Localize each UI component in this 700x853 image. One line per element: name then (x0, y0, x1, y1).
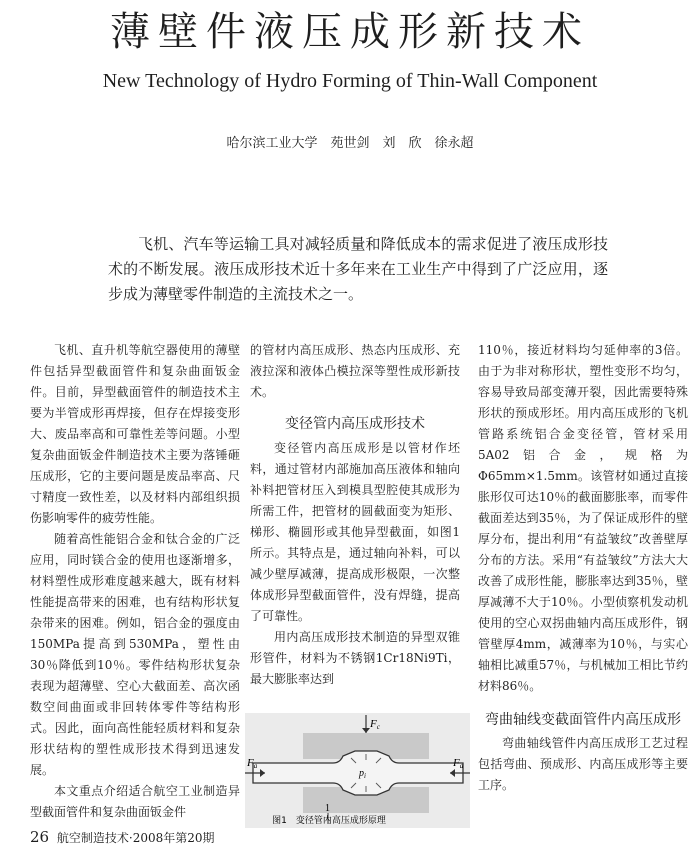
paragraph: 弯曲轴线管件内高压成形工艺过程包括弯曲、预成形、内高压成形等主要工序。 (478, 736, 688, 792)
article-title: 薄壁件液压成形新技术 (110, 9, 590, 55)
page-number: 26 (30, 828, 50, 846)
paragraph: 用内高压成形技术制造的异型双锥形管件，材料为不锈钢1Cr18Ni9Ti，最大膨胀率达到 (250, 630, 460, 686)
abstract: 飞机、汽车等运输工具对减轻质量和降低成本的需求促进了液压成形技术的不断发展。液压成形技术近十多年来在工业生产中得到了广泛应用，逐步成为薄壁零件制造的主流技术之一。 (108, 235, 608, 303)
paragraph: 变径管内高压成形是以管材作坯料，通过管材内部施加高压液体和轴向补料把管材压入到模具型腔使其成形为所需工件，把管材的圆截面变为矩形、梯形、椭圆形或其他异型截面，如图1所示。其特点是，通过轴向补料，可以减少壁厚减薄，提高成形极限，一次整体成形异型截面管件，没有焊缝，提高了可靠性。 (250, 441, 460, 623)
column-3 (478, 340, 688, 697)
page-footer (30, 828, 215, 847)
column-3-lower (478, 709, 688, 796)
paragraph: 110％，接近材料均匀延伸率的3倍。由于为非对称形状，塑性变形不均匀，容易导致局部变薄开裂，因此需要特殊形状的预成形坯。用内高压成形的飞机管路系统铝合金变径管，管材采用5A02铝合金，规格为Φ65mm×1.5mm。该管材如通过直接胀形仅可达10％的截面膨胀率，而零件截面差达到35％，为了保证成形件的壁厚分布，提出利用“有益皱纹”改善壁厚分布的方法。采用“有益皱纹”方法大大改善了成形性能，膨胀率达到35％，壁厚减薄不大于10％。小型侦察机发动机使用的空心双拐曲轴内高压成形件，钢管壁厚4mm，减薄率为10％，与实心轴相比减重57％，与机械加工相比节约材料86％。 (478, 343, 688, 693)
paragraph: 的管材内高压成形、热态内压成形、充液拉深和液体凸模拉深等塑性成形新技术。 (250, 343, 460, 399)
column-2 (250, 340, 460, 690)
clamp-force-label: Fc (370, 718, 380, 731)
paragraph: 飞机、直升机等航空器使用的薄壁件包括异型截面管件和复杂曲面钣金件。目前，异型截面管件的制造技术主要为半管成形再焊接，但存在焊接变形大、废品率高和可靠性差等问题。小型复杂曲面钣金件制造技术主要为落锤砸压成形，它的主要问题是废品率高、尺寸精度一致性差，以及材料内部组织损伤影响零件的疲劳性能。 (30, 343, 240, 525)
section-heading: 变径管内高压成形技术 (285, 416, 425, 432)
part-number-label: 1 (325, 803, 330, 814)
column-1 (30, 340, 240, 823)
figure-1-diagram (245, 713, 470, 828)
axial-force-label-right: Fa (453, 757, 464, 770)
figure-caption: 图1 变径管内高压成形原理 (272, 816, 386, 826)
paragraph: 本文重点介绍适合航空工业制造异型截面管件和复杂曲面钣金件 (30, 784, 240, 819)
paragraph: 随着高性能铝合金和钛合金的广泛应用，同时镁合金的使用也逐渐增多，材料塑性成形难度越来越大，既有材料性能提高带来的困难，也有结构形状复杂带来的困难。例如，铝合金的强度由150MPa提高到530MPa，塑性由30％降低到10％。零件结构形状复杂表现为超薄壁、空心大截面差、高次函数空间曲面或非回转体零件等结构形式。因此，面向高性能轻质材料和复杂形状结构的塑性成形技术得到迅速发展。 (30, 532, 240, 777)
section-heading: 弯曲轴线变截面管件内高压成形 (485, 712, 681, 728)
article-subtitle-english: New Technology of Hydro Forming of Thin-Wall Component (102, 70, 598, 92)
journal-name: 航空制造技术·2008年第20期 (56, 831, 215, 845)
axial-force-label-left: Fa (247, 757, 258, 770)
figure-1 (245, 713, 470, 828)
author-line: 哈尔滨工业大学 苑世剑 刘 欣 徐永超 (226, 136, 474, 151)
internal-pressure-label: $p_i$ (359, 768, 366, 780)
